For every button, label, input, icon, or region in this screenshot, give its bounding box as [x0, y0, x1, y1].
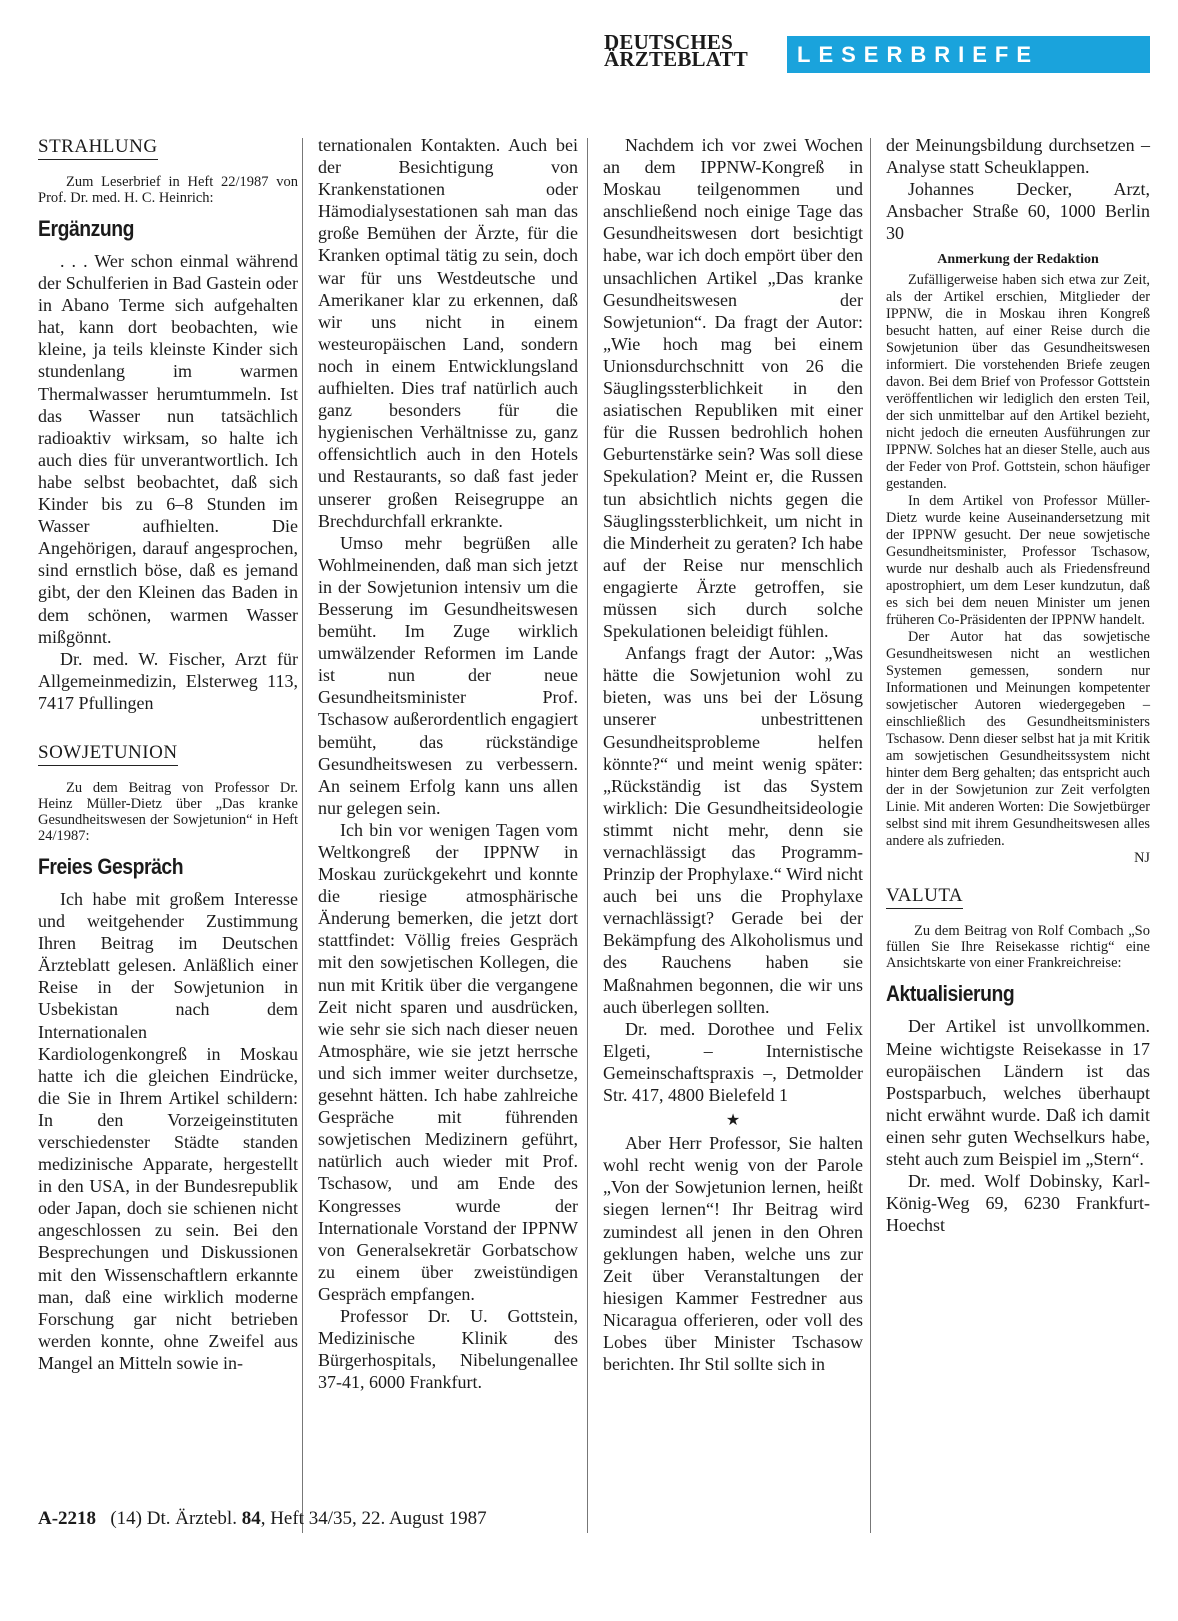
- column-3: [603, 134, 863, 1375]
- letter-reference: Zu dem Beitrag von Professor Dr. Heinz Müller-Dietz über „Das kranke Gesundheitswesen der Sowjetunion“ in Heft 24/1987:: [38, 779, 298, 844]
- masthead-line-1: DEUTSCHES: [604, 30, 734, 54]
- letter-reference: Zu dem Beitrag von Rolf Combach „So füllen Sie Ihre Reisekasse richtig“ eine Ansichtskarte von einer Frankreichreise:: [886, 923, 1150, 972]
- masthead-line-2: ÄRZTEBLATT: [604, 47, 748, 71]
- letter-body: . . . Wer schon einmal während der Schulferien in Bad Gastein oder in Abano Terme sich aufgehalten hat, kann dort beobachten, wie kleine, ja teils kleinste Kinder sich stundenlang im warmen Thermalwasser herumtummeln. Ist das Wasser nun tatsächlich radioaktiv wirksam, so halte ich auch dies für unverantwortlich. Ich habe selbst beobachtet, daß sich Kinder bis zu 6–8 Stunden im Wasser aufhielten. Die Angehörigen, darauf angesprochen, sind ernstlich böse, daß es jemand gibt, der den Kleinen das Baden in dem schönen, warmen Wasser mißgönnt.: [38, 251, 298, 647]
- letter-signature: Dr. med. Dorothee und Felix Elgeti, – Internistische Gemeinschaftspraxis –, Detmolder Str. 417, 4800 Bielefeld 1: [603, 1018, 863, 1106]
- letter-headline: Aktualisierung: [886, 981, 1015, 1007]
- letter-body: der Meinungsbildung durchsetzen – Analyse statt Scheuklappen.: [886, 135, 1150, 178]
- page-sub-number: (14): [110, 1508, 142, 1529]
- section-banner: LESERBRIEFE: [787, 36, 1150, 73]
- column-rule: [870, 138, 871, 1533]
- letter-signature: Professor Dr. U. Gottstein, Medizinische Klinik des Bürgerhospitals, Nibelungenallee 37-41, 6000 Frankfurt.: [318, 1305, 578, 1393]
- letter-body: Ich bin vor wenigen Tagen vom Weltkongreß der IPPNW in Moskau zurückgekehrt und konnte die riesige atmosphärische Änderung bemerken, die jetzt dort stattfindet: Völlig freies Gespräch mit den sowjetischen Kollegen, die nun mit Kritik über die vergangene Zeit nicht sparen und ausdrücken, wie sehr sie sich nach dieser neuen Atmosphäre, wie sie jetzt herrsche und sich immer weiter durchsetze, gesehnt hätten. Ich habe zahlreiche Gespräche mit führenden sowjetischen Medizinern geführt, natürlich auch wieder mit Prof. Tschasow, und am Ende des Kongresses wurde der Internationale Vorstand der IPPNW von Generalsekretär Gorbatschow zu einem über zweistündigen Gespräch empfangen.: [318, 819, 578, 1304]
- journal-name: Dt. Ärztebl.: [146, 1508, 237, 1529]
- letter-signature: Johannes Decker, Arzt, Ansbacher Straße 60, 1000 Berlin 30: [886, 179, 1150, 244]
- letter-signature: Dr. med. Wolf Dobinsky, Karl-König-Weg 69, 6230 Frankfurt-Hoechst: [886, 1171, 1150, 1236]
- column-2: [318, 134, 578, 1393]
- masthead-logo: [604, 30, 782, 71]
- journal-issue: , Heft 34/35, 22. August 1987: [260, 1508, 487, 1529]
- editorial-note-text: Zufälligerweise haben sich etwa zur Zeit, als der Artikel erschien, Mitglieder der IPPNW, die in Moskau ihren Kongreß besucht hatten, auf einer Reise durch die Sowjetunion über das Gesundheitswesen informiert. Die vorstehenden Briefe zeugen davon. Bei dem Brief von Professor Gottstein veröffentlichen wir lediglich den ersten Teil, der sich unmittelbar auf den Artikel bezieht, nicht jedoch die erneuten Ausführungen zur IPPNW. Solches hat an dieser Stelle, auch aus der Feder von Prof. Gottstein, schon häufiger gestanden.: [886, 272, 1150, 493]
- column-4: [886, 134, 1150, 1236]
- editorial-note-heading: Anmerkung der Redaktion: [937, 252, 1099, 268]
- letter-body: Aber Herr Professor, Sie halten wohl recht wenig von der Parole „Von der Sowjetunion lernen, heißt siegen lernen“! Ihr Beitrag wird zumindest all jenen in den Ohren geklungen haben, welche uns zur Zeit über Veranstaltungen der hiesigen Kammer Festredner aus Nicaragua offerieren, oder voll des Lobes über Minister Tschasow berichten. Ihr Stil sollte sich in: [603, 1133, 863, 1375]
- page-number: A-2218: [38, 1508, 97, 1529]
- journal-volume: 84: [241, 1508, 261, 1529]
- column-rule: [587, 138, 588, 1533]
- letter-body: Anfangs fragt der Autor: „Was hätte die Sowjetunion wohl zu bieten, was uns bei der Lösung unserer unbestrittenen Gesundheitsprobleme helfen könnte?“ und meint wenig später: „Rückständig ist das System wirklich: Die Gesundheitsideologie stimmt nicht mehr, denn sie vernachlässigt das Programm-Prinzip der Prophylaxe.“ Wird nicht auch bei uns die Prophylaxe vernachlässigt? Gerade bei der Bekämpfung des Alkoholismus und des Rauchens haben sie Maßnahmen begonnen, die wir uns auch überlegen sollten.: [603, 643, 863, 1017]
- editorial-note-text: Der Autor hat das sowjetische Gesundheitswesen nicht an westlichen Systemen gemessen, sondern nur Informationen und Meinungen kompetenter sowjetischer Autoren wiedergegeben – einschließlich des Gesundheitsministers Tschasow. Denn dieser selbst hat ja mit Kritik am sowjetischen Gesundheitssystem nicht hinter dem Berg gehalten; das entspricht auch der in der Sowjetunion zur Zeit verfolgten Linie. Mit anderen Worten: Die Sowjetbürger selbst sind mit ihrem Gesundheitswesen alles andere als zufrieden.: [886, 629, 1150, 850]
- letter-body: Ich habe mit großem Interesse und weitgehender Zustimmung Ihren Beitrag im Deutschen Ärzteblatt gelesen. Anläßlich einer Reise in der Sowjetunion in Usbekistan nach dem Internationalen Kardiologenkongreß in Moskau hatte ich die gleichen Eindrücke, die Sie in Ihrem Artikel schildern: In den Vorzeigeinstituten verschiedenster Städte standen medizinische Apparate, hergestellt in den USA, in der Bundesrepublik oder Japan, doch sie schienen nicht angeschlossen zu sein. Bei den Besprechungen und Diskussionen mit den Wissenschaftlern erkannte man, daß eine wirklich moderne Forschung gar nicht betrieben werden konnte, ohne Zweifel aus Mangel an Mitteln sowie in-: [38, 888, 298, 1373]
- letter-body: Nachdem ich vor zwei Wochen an dem IPPNW-Kongreß in Moskau teilgenommen und anschließend noch einige Tage das Gesundheitswesen dort besichtigt habe, war ich doch empört über den unsachlichen Artikel „Das kranke Gesundheitswesen der Sowjetunion“. Da fragt der Autor: „Wie hoch mag bei einem Unionsdurchschnitt von 26 die Säuglingssterblichkeit in den asiatischen Republiken mit einer für die Russen bedrohlich hohen Geburtenstärke sein? Was soll diese Spekulation? Meint er, die Russen tun absichtlich nichts gegen die Säuglingssterblichkeit, um nicht in die Minderheit zu geraten? Ich habe auf der Reise nur menschlich engagierte Ärzte getroffen, sie müssen sich durch solche Spekulationen beleidigt fühlen.: [603, 135, 863, 642]
- letter-headline: Ergänzung: [38, 216, 135, 241]
- letter-body: Der Artikel ist unvollkommen. Meine wichtigste Reisekasse in 17 europäischen Ländern ist das Postsparbuch, welches überhaupt nicht erwähnt wurde. Daß ich damit einen sehr guten Wechselkurs habe, steht auch zum Beispiel im „Stern“.: [886, 1016, 1150, 1170]
- letter-body: ternationalen Kontakten. Auch bei der Besichtigung von Krankenstationen oder Hämodialysestationen sah man das große Bemühen der Ärzte, für die Kranken optimal tätig zu sein, doch war für uns Westdeutsche und Amerikaner klar zu erkennen, daß wir uns nicht in einem westeuropäischen Land, sondern noch in einem Entwicklungsland aufhielten. Dies traf natürlich auch ganz besonders für die hygienischen Verhältnisse zu, ganz offensichtlich auch in den Hotels und Restaurants, so daß fast jeder unserer großen Reisegruppe an Brechdurchfall erkrankte.: [318, 135, 578, 531]
- editorial-note-signature: NJ: [1134, 850, 1150, 867]
- letter-headline: Freies Gespräch: [38, 853, 184, 879]
- star-separator: ★: [725, 1112, 741, 1130]
- section-heading: VALUTA: [886, 885, 963, 909]
- page-footer: [38, 1508, 487, 1530]
- column-rule: [302, 138, 303, 1533]
- column-1: [38, 134, 298, 1374]
- section-heading: STRAHLUNG: [38, 136, 158, 160]
- letter-signature: Dr. med. W. Fischer, Arzt für Allgemeinmedizin, Elsterweg 113, 7417 Pfullingen: [38, 648, 298, 713]
- letter-reference: Zum Leserbrief in Heft 22/1987 von Prof. Dr. med. H. C. Heinrich:: [38, 174, 298, 206]
- letter-body: Umso mehr begrüßen alle Wohlmeinenden, daß man sich jetzt in der Sowjetunion intensiv um die Besserung im Gesundheitswesen bemüht. Im Zuge wirklich umwälzender Reformen im Lande ist nun der neue Gesundheitsminister Prof. Tschasow außerordentlich engagiert bemüht, das rückständige Gesundheitswesen zu verbessern. An seinem Erfolg kann uns allen nur gelegen sein.: [318, 532, 578, 818]
- section-heading: SOWJETUNION: [38, 742, 178, 766]
- editorial-note-text: In dem Artikel von Professor Müller-Dietz wurde keine Auseinandersetzung mit der IPPNW gesucht. Der neue sowjetische Gesundheitsminister, Professor Tschasow, wurde nur deshalb auch als Friedensfreund apostrophiert, um dem Leser kundzutun, daß es sich bei dem neuen Minister um jenen früheren Co-Präsidenten der IPPNW handelt.: [886, 493, 1150, 629]
